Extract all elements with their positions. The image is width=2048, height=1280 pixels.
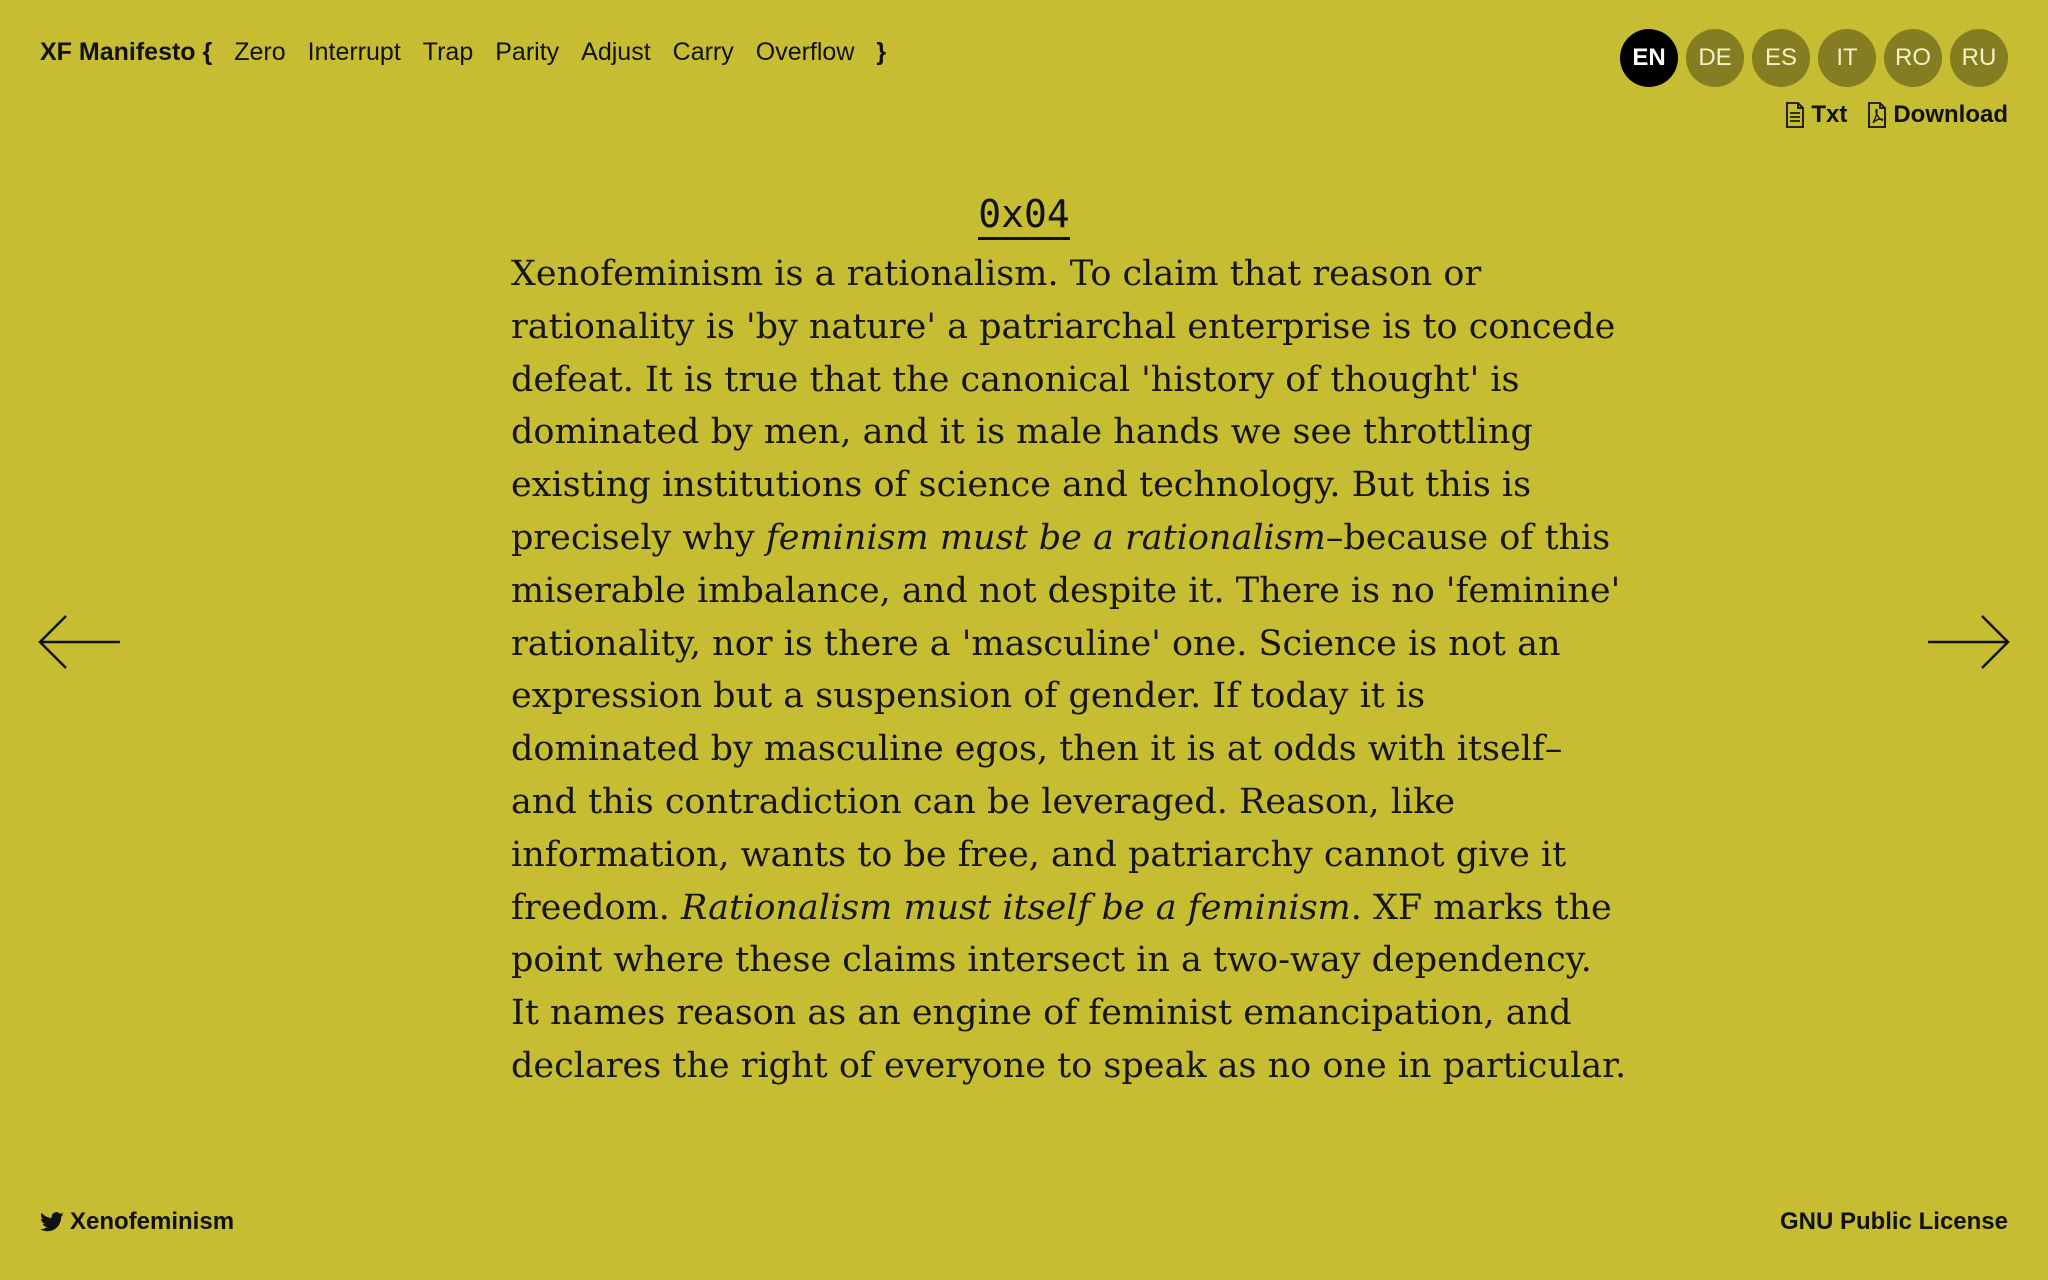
text-segment: and this contradiction can be leveraged. Reason, like [511, 781, 1456, 822]
emphasis-text: Rationalism must itself be a feminism [681, 887, 1351, 928]
license-link[interactable]: GNU Public License [1779, 1208, 2008, 1235]
lang-button-ro[interactable]: RO [1884, 29, 1942, 87]
section-heading [0, 190, 2048, 238]
text-segment: It names reason as an engine of feminist emancipation, and [511, 993, 1572, 1034]
text-segment: rationality, nor is there a 'masculine' one. Science is not an [511, 623, 1561, 664]
arrow-right-icon[interactable] [1926, 612, 2010, 672]
text-segment: point where these claims intersect in a two-way dependency. [511, 940, 1592, 981]
txt-label: Txt [1811, 101, 1848, 128]
nav-item-zero[interactable]: Zero [234, 38, 286, 66]
text-segment: existing institutions of science and technology. But this is [511, 465, 1532, 506]
nav-items [234, 36, 876, 68]
twitter-label: Xenofeminism [70, 1208, 235, 1235]
twitter-link[interactable] [40, 1207, 234, 1237]
text-segment: expression but a suspension of gender. If today it is [511, 676, 1426, 717]
text-line [511, 459, 1551, 512]
top-nav [40, 36, 886, 68]
text-segment: freedom. [511, 887, 682, 928]
text-segment: miserable imbalance, and not despite it. There is no 'feminine' [511, 570, 1621, 611]
text-line [511, 301, 1616, 354]
text-line [511, 829, 1567, 882]
lang-button-es[interactable]: ES [1752, 29, 1810, 87]
nav-item-trap[interactable]: Trap [422, 38, 474, 66]
text-line [511, 723, 1563, 776]
text-line [511, 882, 1612, 935]
text-line [511, 565, 1621, 618]
download-link[interactable] [1867, 100, 2008, 130]
text-line [511, 354, 1551, 407]
text-line [511, 1040, 1627, 1093]
text-segment: . XF marks the [1350, 887, 1612, 928]
arrow-left-icon[interactable] [38, 612, 122, 672]
text-segment: dominated by men, and it is male hands we see throttling [511, 412, 1533, 453]
text-line [511, 512, 1611, 565]
lang-button-ru[interactable]: RU [1950, 29, 2008, 87]
twitter-icon [40, 1212, 64, 1232]
text-line [511, 406, 1551, 459]
brand-title[interactable]: XF Manifesto { [40, 38, 213, 66]
nav-item-adjust[interactable]: Adjust [581, 38, 651, 66]
lang-button-en[interactable]: EN [1620, 29, 1678, 87]
section-number: 0x04 [978, 192, 1070, 240]
text-line [511, 670, 1551, 723]
text-line [511, 987, 1572, 1040]
nav-item-parity[interactable]: Parity [495, 38, 560, 66]
text-segment: defeat. It is true that the canonical 'history of thought' is [511, 359, 1520, 400]
text-segment: declares the right of everyone to speak as no one in particular. [511, 1045, 1627, 1086]
file-links [1785, 100, 2008, 130]
txt-link[interactable] [1785, 100, 1847, 130]
text-line [511, 934, 1592, 987]
emphasis-text: feminism must be a rationalism [765, 517, 1326, 558]
lang-button-it[interactable]: IT [1818, 29, 1876, 87]
lang-button-de[interactable]: DE [1686, 29, 1744, 87]
text-segment: rationality is 'by nature' a patriarchal enterprise is to concede [511, 306, 1616, 347]
text-line [511, 618, 1561, 671]
language-switcher [1620, 29, 2008, 87]
nav-item-carry[interactable]: Carry [672, 38, 734, 66]
text-segment: Xenofeminism is a rationalism. To claim that reason or [511, 254, 1482, 294]
text-line [511, 248, 1551, 301]
document-icon [1785, 102, 1805, 128]
nav-close-brace: } [876, 38, 887, 66]
nav-item-overflow[interactable]: Overflow [755, 38, 855, 66]
text-segment: information, wants to be free, and patriarchy cannot give it [511, 834, 1567, 875]
manifesto-paragraph [511, 248, 1627, 1093]
text-segment: –because of this [1325, 517, 1611, 558]
text-segment: dominated by masculine egos, then it is at odds with itself– [511, 729, 1563, 770]
nav-item-interrupt[interactable]: Interrupt [307, 38, 401, 66]
text-segment: precisely why [511, 517, 766, 558]
pdf-icon [1867, 102, 1887, 128]
download-label: Download [1893, 101, 2008, 128]
text-line [511, 776, 1551, 829]
